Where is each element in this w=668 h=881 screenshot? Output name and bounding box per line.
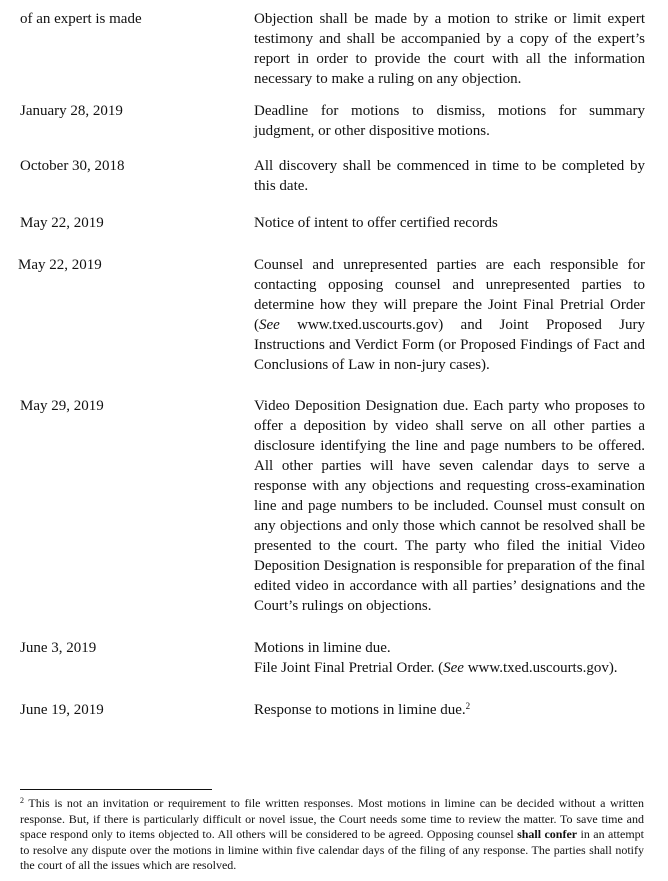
row-date: May 29, 2019	[20, 398, 104, 414]
description-text	[254, 255, 645, 375]
description-text: Deadline for motions to dismiss, motions for summary judgment, or other dispositive motions.	[254, 103, 645, 139]
description-line: Motions in limine due.	[254, 640, 391, 656]
footnote-text: in an attempt to resolve any dispute over the motions in limine within five calendar days of the filing of any response. The parties shall notify the court of all the issues which are resolved.	[20, 827, 644, 872]
footnote-separator	[20, 789, 212, 790]
see-signal: See	[443, 660, 464, 676]
row-date: January 28, 2019	[20, 103, 123, 119]
footnote-number: 2	[20, 796, 24, 805]
row-date: October 30, 2018	[20, 158, 125, 174]
description-text: All discovery shall be commenced in time to be completed by this date.	[254, 158, 645, 194]
text-segment: www.txed.uscourts.gov).	[463, 660, 618, 676]
row-description	[254, 700, 645, 720]
row-date: June 3, 2019	[20, 640, 97, 656]
text-segment: Counsel and unrepresented parties are each responsible for contacting opposing counsel and unrepresented parties to determine how they will prepare the Joint Final Pretrial Order (	[254, 257, 645, 333]
row-description	[254, 213, 645, 233]
row-date: May 22, 2019	[18, 257, 102, 273]
row-date: of an expert is made	[20, 11, 142, 27]
row-date: May 22, 2019	[20, 215, 104, 231]
description-text: Notice of intent to offer certified records	[254, 215, 498, 231]
row-description	[254, 396, 645, 616]
text-segment: File Joint Final Pretrial Order. (	[254, 660, 444, 676]
footnote-emphasis: shall confer	[517, 827, 578, 841]
row-description	[254, 156, 645, 196]
description-line	[254, 658, 645, 678]
description-text: Video Deposition Designation due. Each party who proposes to offer a deposition by video shall serve on all other parties a disclosure identifying the line and page numbers to be offered. All other parties will have seven calendar days to serve a response with any objections and requesting cross-examination line and page numbers to be included. Counsel must consult on any objections and only those which cannot be resolved shall be presented to the court. The party who filed the initial Video Deposition Designation is responsible for preparation of the final edited video in accordance with all parties’ designations and the Court’s rulings on objections.	[254, 398, 645, 614]
footnote	[20, 796, 644, 874]
footnote-text: This is not an invitation or requirement to file written responses. Most motions in limine can be decided without a written response. But, if there is particularly difficult or novel issue, the Court needs some time to review the matter. To save time and space respond only to items objected to. All others will be considered to be agreed. Opposing counsel	[20, 796, 644, 841]
see-signal: See	[259, 317, 280, 333]
text-segment: www.txed.uscourts.gov) and Joint Proposed Jury Instructions and Verdict Form (or Proposed Findings of Fact and Conclusions of Law in non-jury cases).	[254, 317, 645, 373]
row-description	[254, 9, 645, 89]
row-description	[254, 101, 645, 141]
row-date: June 19, 2019	[20, 702, 104, 718]
description-text: Objection shall be made by a motion to strike or limit expert testimony and shall be accompanied by a copy of the expert’s report in order to provide the court with all the information necessary to make a ruling on any objection.	[254, 11, 645, 87]
description-text: Response to motions in limine due.	[254, 702, 466, 718]
footnote-reference[interactable]: 2	[465, 701, 471, 711]
row-description	[254, 255, 645, 375]
row-description	[254, 638, 645, 678]
